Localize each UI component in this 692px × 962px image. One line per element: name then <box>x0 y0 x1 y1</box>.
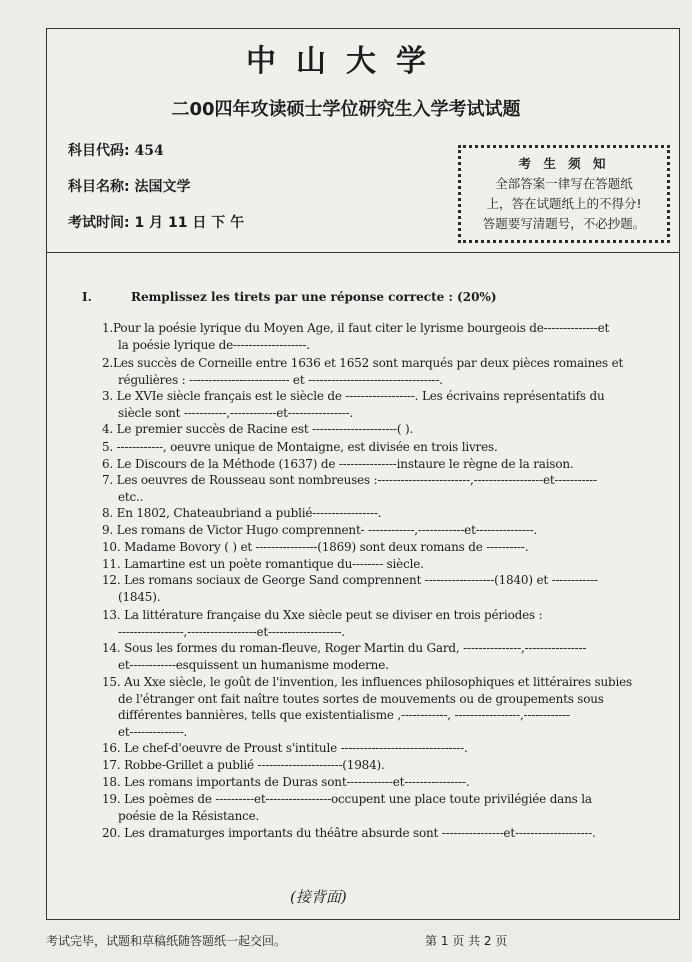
subject-name <box>68 176 190 196</box>
question-continuation: siècle sont -----------,------------et----------------. <box>118 405 354 420</box>
subject-code <box>68 140 164 160</box>
question-line: 17. Robbe-Grillet a publié ----------------------(1984). <box>102 758 385 772</box>
subject-code-value: 454 <box>134 143 164 159</box>
question-continuation: la poésie lyrique de-------------------. <box>118 337 310 352</box>
question-line: 5. ------------, oeuvre unique de Montaigne, est divisée en trois livres. <box>102 440 498 454</box>
question-line: 10. Madame Bovory ( ) et ----------------(1869) sont deux romans de ----------. <box>102 540 529 554</box>
question-line: 1.Pour la poésie lyrique du Moyen Age, il faut citer le lyrisme bourgeois de--------------et <box>102 321 610 335</box>
question-line: 7. Les oeuvres de Rousseau sont nombreuses :------------------------,------------------et----------- <box>102 473 597 487</box>
page-number: 第 1 页 共 2 页 <box>425 934 508 948</box>
question-9 <box>102 522 642 539</box>
question-continuation: -----------------,------------------et-------------------. <box>118 624 345 639</box>
question-5 <box>102 439 642 456</box>
question-10 <box>102 539 642 556</box>
question-line: 19. Les poèmes de ----------et-----------------occupent une place toute privilégiée dans la <box>102 792 592 806</box>
question-line: 8. En 1802, Chateaubriand a publié-----------------. <box>102 506 382 520</box>
university-name: 中山大学 <box>246 44 446 79</box>
question-line: 11. Lamartine est un poète romantique du-------- siècle. <box>102 557 424 571</box>
question-line: 9. Les romans de Victor Hugo comprennent- ------------,------------et---------------. <box>102 523 538 537</box>
subject-name-label: 科目名称: <box>68 179 130 195</box>
question-continuation: etc.. <box>118 489 144 504</box>
question-line: 20. Les dramaturges importants du théâtre absurde sont ----------------et--------------------. <box>102 826 596 840</box>
question-15 <box>102 674 642 740</box>
question-1 <box>102 320 642 353</box>
question-line: 3. Le XVIe siècle français est le siècle de ------------------. Les écrivains représentatifs du <box>102 389 605 403</box>
question-16 <box>102 740 642 757</box>
question-8 <box>102 505 642 522</box>
question-continuation: et------------esquissent un humanisme moderne. <box>118 657 389 672</box>
question-continuation: différentes bannières, tells que existentialisme ,------------, -----------------,------------ <box>118 708 570 722</box>
exam-time <box>68 212 244 232</box>
question-14 <box>102 640 642 673</box>
question-line: 2.Les succès de Corneille entre 1636 et 1652 sont marqués par deux pièces romaines et <box>102 356 624 370</box>
section-title: Remplissez les tirets par une réponse correcte : (20%) <box>131 290 497 304</box>
exam-time-label: 考试时间: <box>68 215 130 231</box>
question-continuation: et--------------. <box>118 724 188 739</box>
question-4 <box>102 421 642 438</box>
question-continuation: (1845). <box>118 589 161 604</box>
question-line: 13. La littérature française du Xxe siècle peut se diviser en trois périodes : <box>102 608 543 622</box>
candidate-notice-box <box>458 145 670 243</box>
question-continuation: poésie de la Résistance. <box>118 808 260 823</box>
footer-instruction: 考试完毕，试题和草稿纸随答题纸一起交回。 <box>46 934 287 948</box>
question-17 <box>102 757 642 774</box>
notice-line-2: 上，答在试题纸上的不得分! <box>486 196 642 211</box>
question-2 <box>102 355 642 388</box>
turn-over-note: (接背面) <box>290 888 347 906</box>
question-20 <box>102 825 642 842</box>
section-number: I. <box>82 290 92 304</box>
question-11 <box>102 556 642 573</box>
question-continuation: régulières : -------------------------- et ----------------------------------. <box>118 372 443 387</box>
question-continuation: de l'étranger ont fait naître toutes sortes de mouvements ou de groupements sous <box>118 691 604 706</box>
question-line: 12. Les romans sociaux de George Sand comprennent ------------------(1840) et ------------ <box>102 573 598 587</box>
question-7 <box>102 472 642 505</box>
question-12 <box>102 572 642 605</box>
question-line: 14. Sous les formes du roman-fleuve, Roger Martin du Gard, ---------------,---------------- <box>102 641 587 655</box>
question-line: 18. Les romans importants de Duras sont------------et----------------. <box>102 775 470 789</box>
header-divider <box>46 252 680 253</box>
question-18 <box>102 774 642 791</box>
subject-code-label: 科目代码: <box>68 143 130 159</box>
question-line: 6. Le Discours de la Méthode (1637) de ---------------instaure le règne de la raison. <box>102 457 574 471</box>
notice-line-1: 全部答案一律写在答题纸 <box>495 176 633 191</box>
question-line: 4. Le premier succès de Racine est ----------------------( ). <box>102 422 414 436</box>
subject-name-value: 法国文学 <box>134 179 191 195</box>
question-line: 15. Au Xxe siècle, le goût de l'invention, les influences philosophiques et littéraires subies <box>102 675 633 689</box>
exam-time-value: 1 月 11 日 下 午 <box>134 215 245 231</box>
question-line: 16. Le chef-d'oeuvre de Proust s'intitule --------------------------------. <box>102 741 468 755</box>
question-19 <box>102 791 642 824</box>
question-3 <box>102 388 642 421</box>
exam-title: 二00四年攻读硕士学位研究生入学考试试题 <box>171 99 521 120</box>
question-13 <box>102 607 642 640</box>
question-6 <box>102 456 642 473</box>
notice-line-3: 答题要写清题号，不必抄题。 <box>482 216 646 231</box>
notice-title: 考 生 须 知 <box>518 156 610 171</box>
